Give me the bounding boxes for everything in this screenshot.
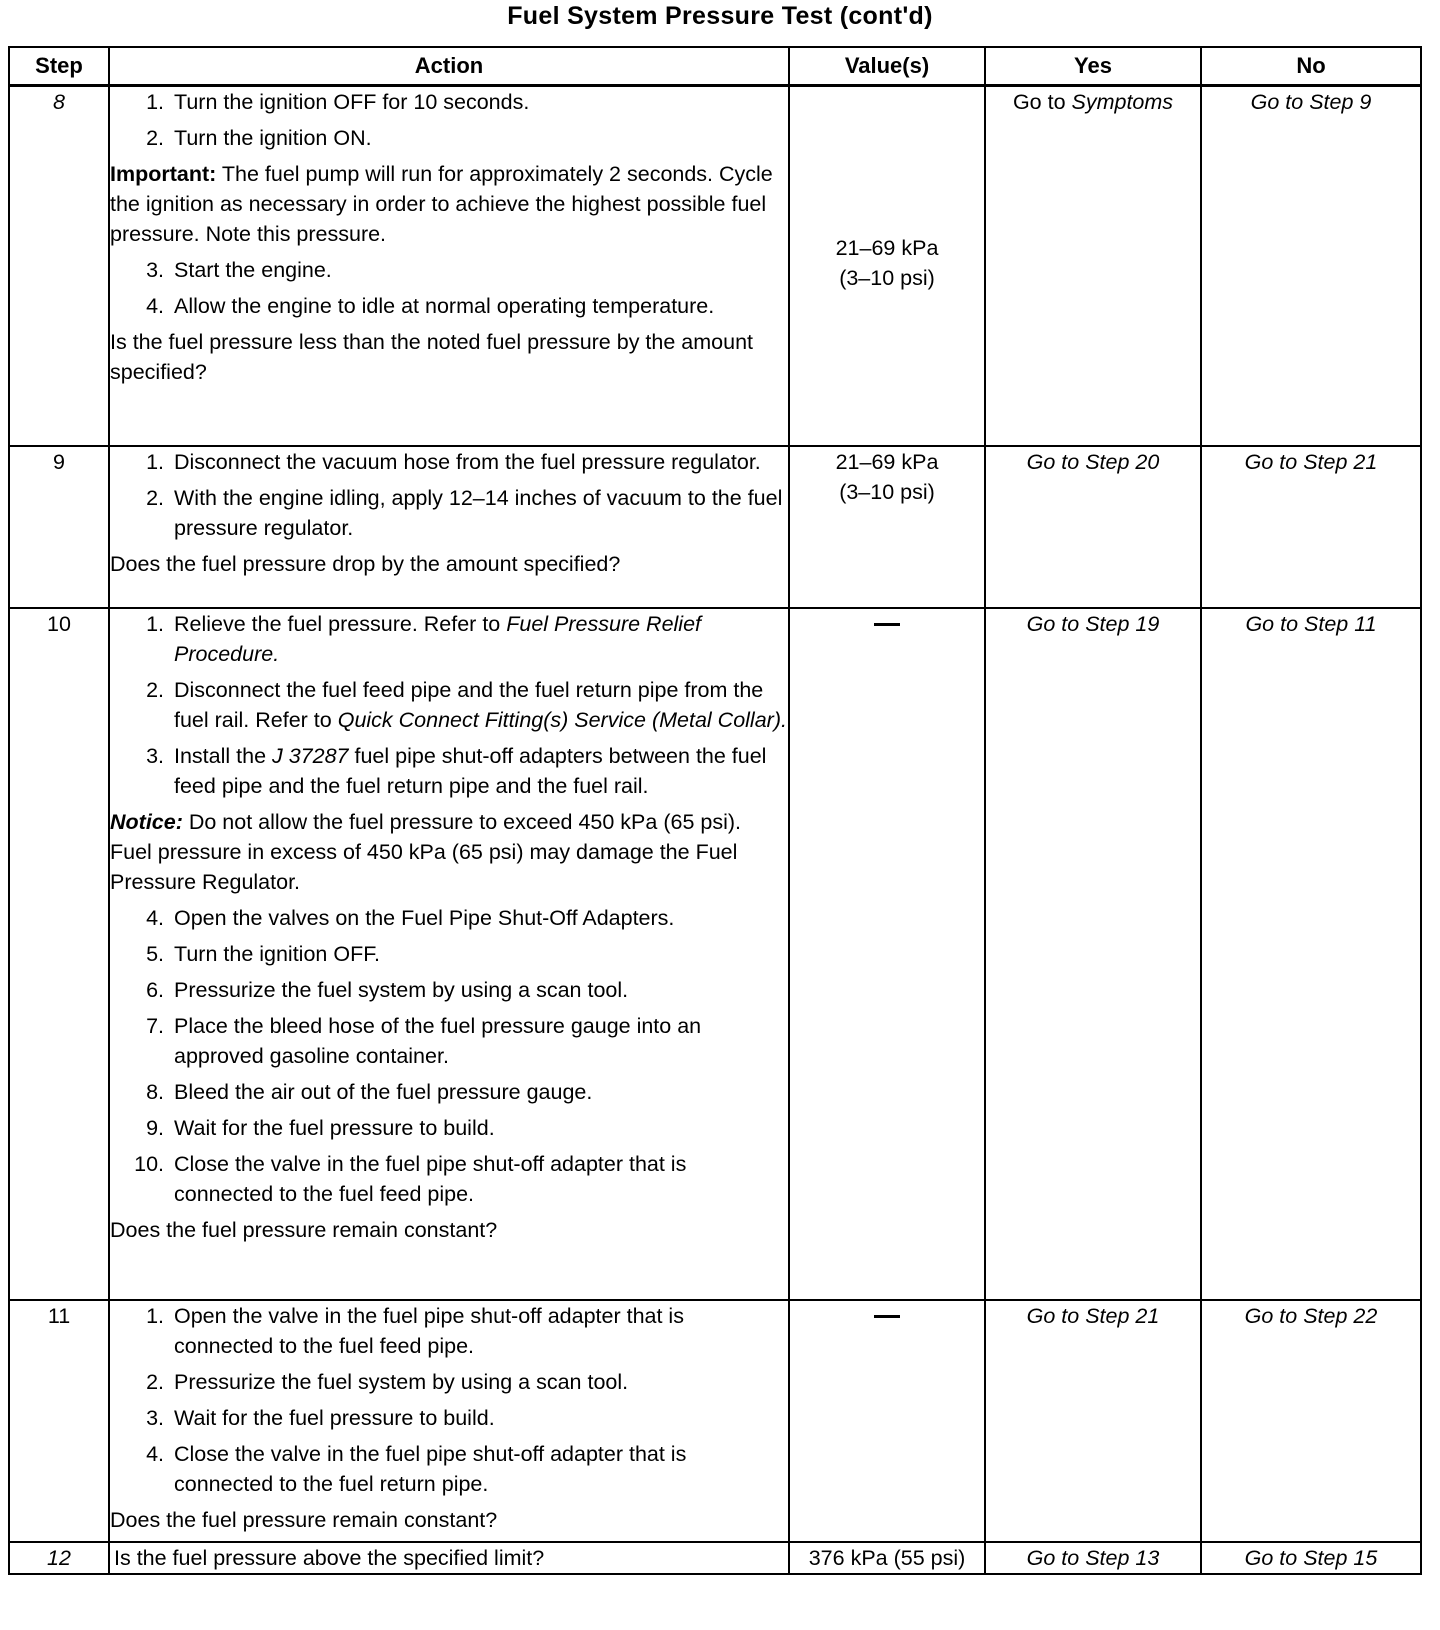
- value-cell: 21–69 kPa (3–10 psi): [789, 86, 985, 446]
- list-item: 1. Disconnect the vacuum hose from the fuel pressure regulator.: [146, 449, 761, 474]
- list-item: 1. Relieve the fuel pressure. Refer to Fuel Pressure Relief Procedure.: [146, 611, 702, 666]
- list-item: 1. Open the valve in the fuel pipe shut-off adapter that is connected to the fuel feed pipe.: [146, 1303, 684, 1358]
- list-item: 6. Pressurize the fuel system by using a scan tool.: [146, 977, 629, 1002]
- list-item: 10. Close the valve in the fuel pipe shut-off adapter that is connected to the fuel feed pipe.: [134, 1151, 687, 1206]
- yes-cell: Go to Step 13: [985, 1542, 1201, 1574]
- list-item: 3. Start the engine.: [146, 258, 332, 282]
- action-cell: [109, 86, 789, 446]
- action-question: Does the fuel pressure remain constant?: [110, 1507, 498, 1532]
- page-title: Fuel System Pressure Test (cont'd): [507, 2, 933, 30]
- step-number: 11: [9, 1300, 109, 1542]
- header-values: Value(s): [789, 47, 985, 86]
- action-question: Does the fuel pressure remain constant?: [110, 1217, 498, 1242]
- table-row-step-11: [9, 1300, 1421, 1542]
- value-cell: [789, 1300, 985, 1542]
- action-question: Is the fuel pressure less than the noted fuel pressure by the amount specified?: [110, 330, 753, 384]
- step-number: 10: [9, 608, 109, 1300]
- action-list: [110, 255, 788, 321]
- table-row-step-8: [9, 86, 1421, 446]
- action-list: [110, 903, 788, 1209]
- dash-mark: [874, 1315, 900, 1318]
- list-item: 3. Install the J 37287 fuel pipe shut-off adapters between the fuel feed pipe and the fuel return pipe and the fuel rail.: [146, 743, 767, 798]
- important-note: Important: The fuel pump will run for approximately 2 seconds. Cycle the ignition as necessary in order to achieve the highest possible fuel pressure. Note this pressure.: [110, 162, 773, 246]
- action-list: [110, 87, 788, 153]
- list-item: 4. Close the valve in the fuel pipe shut-off adapter that is connected to the fuel return pipe.: [146, 1441, 687, 1496]
- procedure-table: [8, 46, 1422, 1575]
- yes-cell: Go to Step 19: [985, 608, 1201, 1300]
- header-step: Step: [9, 47, 109, 86]
- list-item: 3. Wait for the fuel pressure to build.: [146, 1405, 495, 1430]
- no-cell: Go to Step 21: [1201, 446, 1421, 608]
- value-cell: [789, 608, 985, 1300]
- list-item: 1. Turn the ignition OFF for 10 seconds.: [146, 90, 530, 114]
- action-question: Does the fuel pressure drop by the amount specified?: [110, 551, 621, 576]
- table-row-step-9: [9, 446, 1421, 608]
- step-number: 12: [9, 1542, 109, 1574]
- table-row-step-10: [9, 608, 1421, 1300]
- list-item: 7. Place the bleed hose of the fuel pressure gauge into an approved gasoline container.: [146, 1013, 702, 1068]
- list-item: 9. Wait for the fuel pressure to build.: [146, 1115, 495, 1140]
- list-item: 2. Turn the ignition ON.: [146, 126, 372, 150]
- step-number: 9: [9, 446, 109, 608]
- value-cell: 376 kPa (55 psi): [789, 1542, 985, 1574]
- action-list: [110, 447, 788, 543]
- notice-note: Notice: Do not allow the fuel pressure to exceed 450 kPa (65 psi). Fuel pressure in excess of 450 kPa (65 psi) may damage the Fuel Pressure Regulator.: [110, 809, 741, 894]
- step-number: 8: [9, 86, 109, 446]
- list-item: 5. Turn the ignition OFF.: [146, 941, 380, 966]
- action-cell: [109, 1300, 789, 1542]
- header-yes: Yes: [985, 47, 1201, 86]
- no-cell: Go to Step 22: [1201, 1300, 1421, 1542]
- header-no: No: [1201, 47, 1421, 86]
- no-cell: Go to Step 11: [1201, 608, 1421, 1300]
- header-action: Action: [109, 47, 789, 86]
- action-list: [110, 609, 788, 801]
- list-item: 2. Pressurize the fuel system by using a scan tool.: [146, 1369, 629, 1394]
- no-cell: Go to Step 9: [1201, 86, 1421, 446]
- no-cell: Go to Step 15: [1201, 1542, 1421, 1574]
- dash-mark: [874, 623, 900, 626]
- table-header-row: [9, 47, 1421, 86]
- value-cell: 21–69 kPa (3–10 psi): [789, 446, 985, 608]
- list-item: 2. Disconnect the fuel feed pipe and the fuel return pipe from the fuel rail. Refer to Quick Connect Fitting(s) Service (Metal Collar).: [146, 677, 787, 732]
- table-row-step-12: [9, 1542, 1421, 1574]
- yes-cell: Go to Symptoms: [985, 86, 1201, 446]
- list-item: 4. Allow the engine to idle at normal operating temperature.: [146, 294, 715, 318]
- yes-cell: Go to Step 20: [985, 446, 1201, 608]
- list-item: 2. With the engine idling, apply 12–14 inches of vacuum to the fuel pressure regulator.: [146, 485, 783, 540]
- action-question: Is the fuel pressure above the specified limit?: [109, 1542, 789, 1574]
- list-item: 4. Open the valves on the Fuel Pipe Shut-Off Adapters.: [146, 905, 675, 930]
- action-cell: [109, 446, 789, 608]
- list-item: 8. Bleed the air out of the fuel pressure gauge.: [146, 1079, 593, 1104]
- yes-cell: Go to Step 21: [985, 1300, 1201, 1542]
- action-cell: [109, 608, 789, 1300]
- action-list: [110, 1301, 788, 1499]
